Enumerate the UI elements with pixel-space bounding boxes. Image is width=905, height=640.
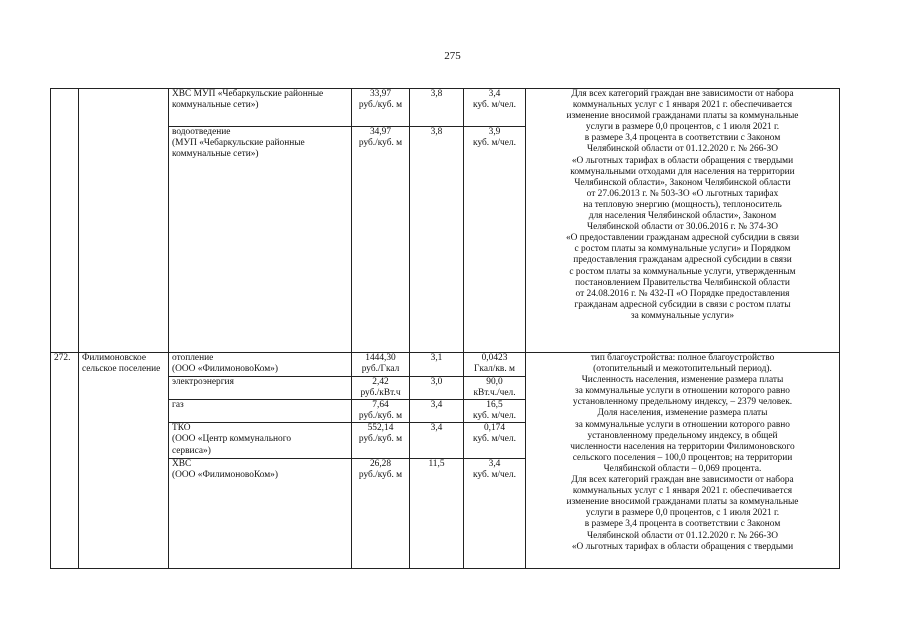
- service-cell: [169, 353, 352, 377]
- cell-text-line: Гкал/кв. м: [474, 364, 515, 375]
- note-text-line: (отопительный и межотопительный период).: [593, 364, 772, 375]
- cell-text-line: кВт.ч./чел.: [473, 388, 516, 399]
- cell-text-line: 11,5: [428, 459, 445, 470]
- norm-cell: [464, 353, 526, 377]
- cell-text-line: 3,4: [488, 89, 501, 99]
- cell-text-line: 0,174: [483, 423, 506, 434]
- index-cell: [410, 400, 464, 423]
- note-text-line: с ростом платы за коммунальные услуги, утвержденным: [569, 266, 796, 277]
- row-number-cell: [51, 89, 79, 353]
- service-cell: [169, 89, 352, 127]
- cell-text-line: сервиса»): [172, 445, 211, 456]
- cell-text-line: 3,4: [430, 400, 443, 411]
- note-text-line: за коммунальные услуги в отношении которого равно: [574, 386, 790, 397]
- cell-text-line: руб./куб. м: [358, 470, 403, 481]
- note-text-line: в размере 3,4 процента в соответствии с Законом: [584, 133, 781, 144]
- note-text-line: Челябинской области от 30.06.2016 г. № 374-ЗО: [587, 222, 778, 233]
- note-text-line: для населения Челябинской области», Законом: [588, 211, 777, 222]
- cell-text-line: 3,1: [430, 353, 443, 363]
- cell-text-line: сельское поселение: [82, 364, 161, 375]
- cell-text-line: руб./куб. м: [358, 434, 403, 445]
- cell-text-line: (ООО «ФилимоновоКом»): [172, 364, 278, 375]
- row-number-cell: [51, 353, 79, 569]
- cell-text-line: 90,0: [486, 377, 503, 387]
- tariff-cell: [352, 127, 410, 353]
- cell-text-line: ТКО: [172, 423, 191, 434]
- note-text-line: тип благоустройства: полное благоустройство: [590, 353, 775, 363]
- note-text-line: в размере 3,4 процента в соответствии с Законом: [584, 519, 781, 530]
- service-cell: [169, 423, 352, 459]
- note-text-line: Для всех категорий граждан вне зависимости от набора: [571, 89, 794, 99]
- note-text-line: на тепловую энергию (мощность), теплоноситель: [583, 199, 782, 210]
- cell-text-line: Филимоновское: [82, 353, 147, 363]
- cell-text-line: 1444,30: [365, 353, 396, 363]
- index-cell: [410, 377, 464, 400]
- cell-text-line: 272.: [54, 353, 71, 363]
- note-text-line: изменение вносимой гражданами платы за коммунальные: [566, 497, 799, 508]
- cell-text-line: 552,14: [367, 423, 394, 434]
- note-text-line: с ростом платы за коммунальные услуги» и Порядком: [574, 244, 791, 255]
- cell-text-line: 3,4: [430, 423, 443, 434]
- cell-text-line: 16,5: [486, 400, 503, 411]
- cell-text-line: ХВС МУП «Чебаркульские районные: [172, 89, 324, 99]
- note-cell: [526, 89, 840, 353]
- tariff-cell: [352, 89, 410, 127]
- cell-text-line: 26,28: [369, 459, 392, 470]
- cell-text-line: (МУП «Чебаркульские районные: [172, 138, 305, 149]
- service-cell: [169, 377, 352, 400]
- cell-text-line: куб. м/чел.: [473, 138, 516, 149]
- norm-cell: [464, 127, 526, 353]
- cell-text-line: 33,97: [369, 89, 392, 99]
- note-text-line: установленному предельному индексу, в общей: [587, 430, 778, 441]
- cell-text-line: куб. м/чел.: [473, 100, 516, 111]
- cell-text-line: электроэнергия: [172, 377, 234, 387]
- cell-text-line: руб./куб. м: [358, 411, 403, 422]
- note-text-line: предоставления гражданам адресной субсидии в связи: [573, 255, 792, 266]
- service-cell: [169, 459, 352, 569]
- cell-text-line: (ООО «Центр коммунального: [172, 434, 292, 445]
- note-text-line: от 24.08.2016 г. № 432-П «О Порядке предоставления: [575, 288, 790, 299]
- note-text-line: от 27.06.2013 г. № 503-ЗО «О льготных тарифах: [586, 188, 779, 199]
- cell-text-line: 3,4: [488, 459, 501, 470]
- note-text-line: гражданам адресной субсидии в связи с ростом платы: [574, 299, 791, 310]
- service-cell: [169, 400, 352, 423]
- note-text-line: сельского поселения – 100,0 процентов; на территории: [572, 452, 793, 463]
- cell-text-line: 3,8: [430, 89, 443, 99]
- note-text-line: Для всех категорий граждан вне зависимости от набора: [571, 475, 794, 486]
- cell-text-line: 3,8: [430, 127, 443, 137]
- norm-cell: [464, 423, 526, 459]
- service-cell: [169, 127, 352, 353]
- cell-text-line: 3,0: [430, 377, 443, 387]
- tariff-cell: [352, 377, 410, 400]
- tariff-cell: [352, 400, 410, 423]
- cell-text-line: 34,97: [369, 127, 392, 137]
- note-text-line: постановлением Правительства Челябинской области: [575, 277, 790, 288]
- note-text-line: установленному предельному индексу, – 2379 человек.: [572, 397, 793, 408]
- cell-text-line: руб./Гкал: [361, 364, 400, 375]
- index-cell: [410, 459, 464, 569]
- index-cell: [410, 89, 464, 127]
- note-text-line: услуги в размере 0,0 процентов, с 1 июля 2021 г.: [585, 122, 780, 133]
- cell-text-line: 0,0423: [481, 353, 508, 363]
- note-text-line: «О льготных тарифах в области обращения с твердыми: [571, 155, 794, 166]
- note-cell: [526, 353, 840, 569]
- note-text-line: Доля населения, изменение размера платы: [597, 408, 768, 419]
- cell-text-line: 7,64: [372, 400, 389, 411]
- cell-text-line: куб. м/чел.: [473, 434, 516, 445]
- cell-text-line: руб./кВт.ч: [360, 388, 401, 399]
- index-cell: [410, 423, 464, 459]
- table-row: [51, 353, 840, 377]
- norm-cell: [464, 400, 526, 423]
- tariff-cell: [352, 459, 410, 569]
- note-text-line: Челябинской области – 0,069 процента.: [603, 463, 762, 474]
- note-text-line: коммунальных услуг с 1 января 2021 г. обеспечивается: [572, 100, 793, 111]
- note-text-line: Численность населения, изменение размера платы: [581, 375, 784, 386]
- note-text-line: «О предоставлении гражданам адресной субсидии в связи: [565, 233, 800, 244]
- note-text-line: Челябинской области», Законом Челябинской области: [574, 177, 791, 188]
- cell-text-line: куб. м/чел.: [473, 411, 516, 422]
- cell-text-line: (ООО «ФилимоновоКом»): [172, 470, 278, 481]
- cell-text-line: руб./куб. м: [358, 138, 403, 149]
- cell-text-line: 2,42: [372, 377, 389, 387]
- norm-cell: [464, 89, 526, 127]
- page-number: 275: [444, 50, 461, 62]
- index-cell: [410, 353, 464, 377]
- note-text-line: за коммунальные услуги в отношении которого равно: [574, 419, 790, 430]
- table-row: [51, 89, 840, 127]
- note-text-line: Челябинской области от 01.12.2020 г. № 266-ЗО: [587, 530, 778, 541]
- cell-text-line: куб. м/чел.: [473, 470, 516, 481]
- note-text-line: численности населения на территории Филимоновского: [570, 441, 795, 452]
- cell-text-line: отопление: [172, 353, 214, 363]
- tariff-cell: [352, 353, 410, 377]
- note-text-line: изменение вносимой гражданами платы за коммунальные: [566, 111, 799, 122]
- norm-cell: [464, 377, 526, 400]
- norm-cell: [464, 459, 526, 569]
- settlement-name-cell: [79, 353, 169, 569]
- note-text-line: «О льготных тарифах в области обращения с твердыми: [571, 541, 794, 552]
- cell-text-line: ХВС: [172, 459, 192, 470]
- note-text-line: Челябинской области от 01.12.2020 г. № 266-ЗО: [587, 144, 778, 155]
- note-text-line: за коммунальные услуги»: [630, 310, 735, 321]
- note-text-line: услуги в размере 0,0 процентов, с 1 июля 2021 г.: [585, 508, 780, 519]
- cell-text-line: коммунальные сети»): [172, 149, 259, 160]
- cell-text-line: 3,9: [488, 127, 501, 137]
- settlement-name-cell: [79, 89, 169, 353]
- note-text-line: коммунальными отходами для населения на территории: [570, 166, 795, 177]
- tariff-table: [50, 88, 840, 569]
- cell-text-line: коммунальные сети»): [172, 100, 259, 111]
- note-text-line: коммунальных услуг с 1 января 2021 г. обеспечивается: [572, 486, 793, 497]
- cell-text-line: руб./куб. м: [358, 100, 403, 111]
- index-cell: [410, 127, 464, 353]
- tariff-cell: [352, 423, 410, 459]
- cell-text-line: водоотведение: [172, 127, 231, 137]
- cell-text-line: газ: [172, 400, 184, 411]
